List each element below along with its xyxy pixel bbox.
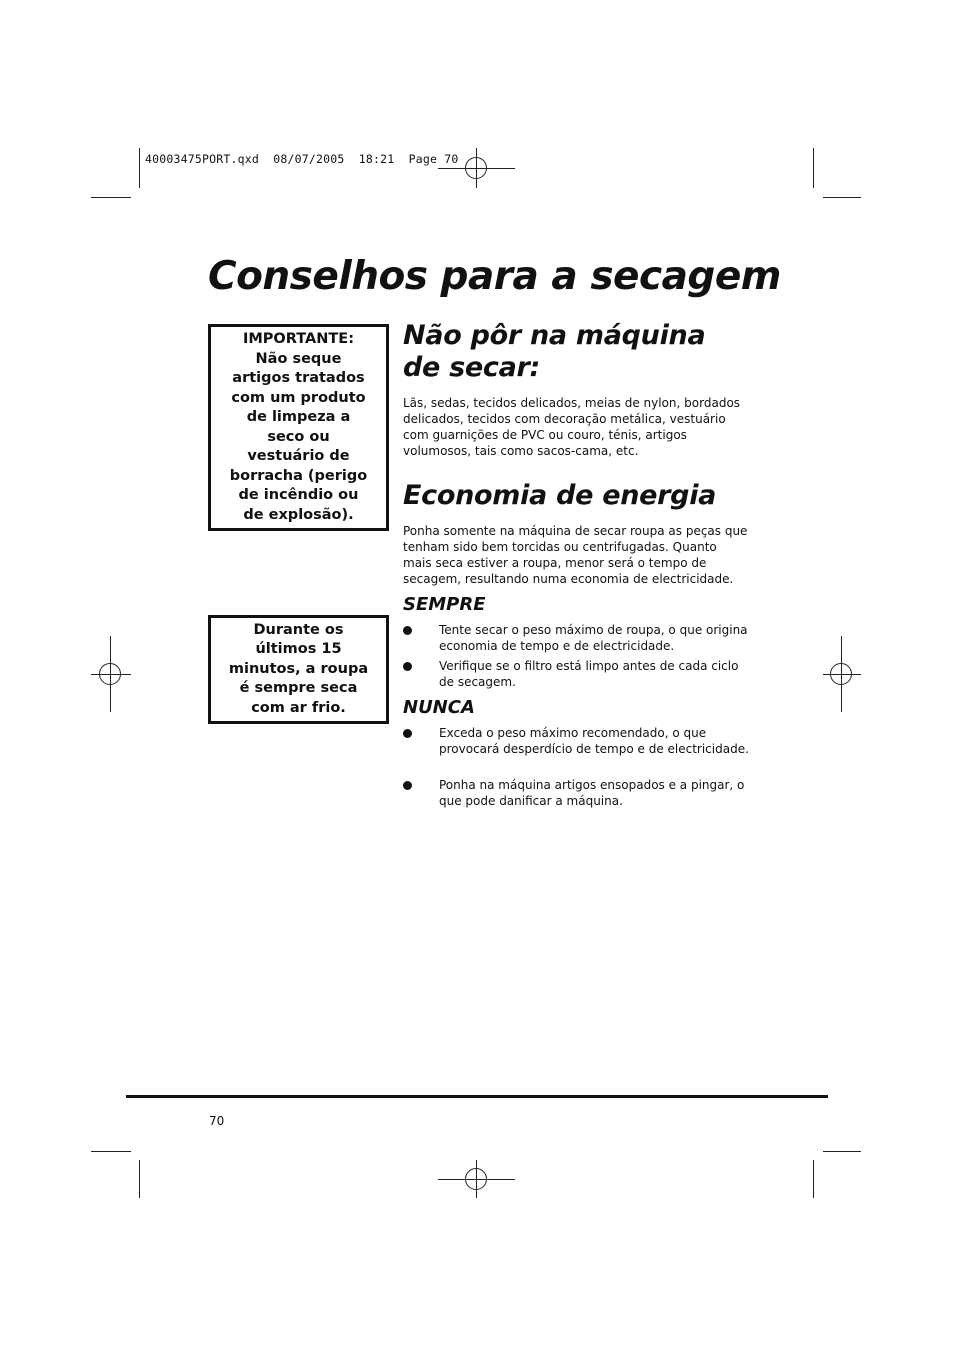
list-item-text: Verifique se o filtro está limpo antes de cada ciclo de secagem. [439,659,739,689]
footer-rule [126,1095,828,1098]
energy-saving-heading: Economia de energia [403,480,717,511]
important-warning-box [208,324,389,531]
list-item-text: Exceda o peso máximo recomendado, o que provocará desperdício de tempo e de electricidade. [439,726,749,756]
page-title: Conselhos para a secagem [208,254,781,299]
do-not-dry-heading: Não pôr na máquina de secar: [403,320,706,383]
bullet-icon [403,729,412,738]
cool-air-tip-text: Durante os últimos 15 minutos, a roupa é sempre seca com ar frio. [228,621,369,716]
bullet-icon [403,781,412,790]
important-warning-text: IMPORTANTE: Não seque artigos tratados com um produto de limpeza a seco ou vestuário de borracha (perigo de incêndio ou de explosão). [229,331,368,523]
cool-air-tip-box [208,615,389,724]
bullet-icon [403,626,412,635]
list-item-text: Ponha na máquina artigos ensopados e a pingar, o que pode danificar a máquina. [439,778,745,808]
list-item-text: Tente secar o peso máximo de roupa, o que origina economia de tempo e de electricidade. [439,623,748,653]
energy-saving-text: Ponha somente na máquina de secar roupa as peças que tenham sido bem torcidas ou centrifugadas. Quanto mais seca estiver a roupa, menor será o tempo de secagem, resultando numa economia de electricidade. [403,524,748,586]
never-heading: NUNCA [403,697,475,718]
file-slug: 40003475PORT.qxd 08/07/2005 18:21 Page 70 [145,152,459,166]
bullet-icon [403,662,412,671]
do-not-dry-text: Lãs, sedas, tecidos delicados, meias de nylon, bordados delicados, tecidos com decoração metálica, vestuário com guarnições de PVC ou couro, ténis, artigos volumosos, tais como sacos-cama, etc. [403,396,741,458]
always-heading: SEMPRE [403,594,486,615]
page-number: 70 [209,1114,225,1128]
